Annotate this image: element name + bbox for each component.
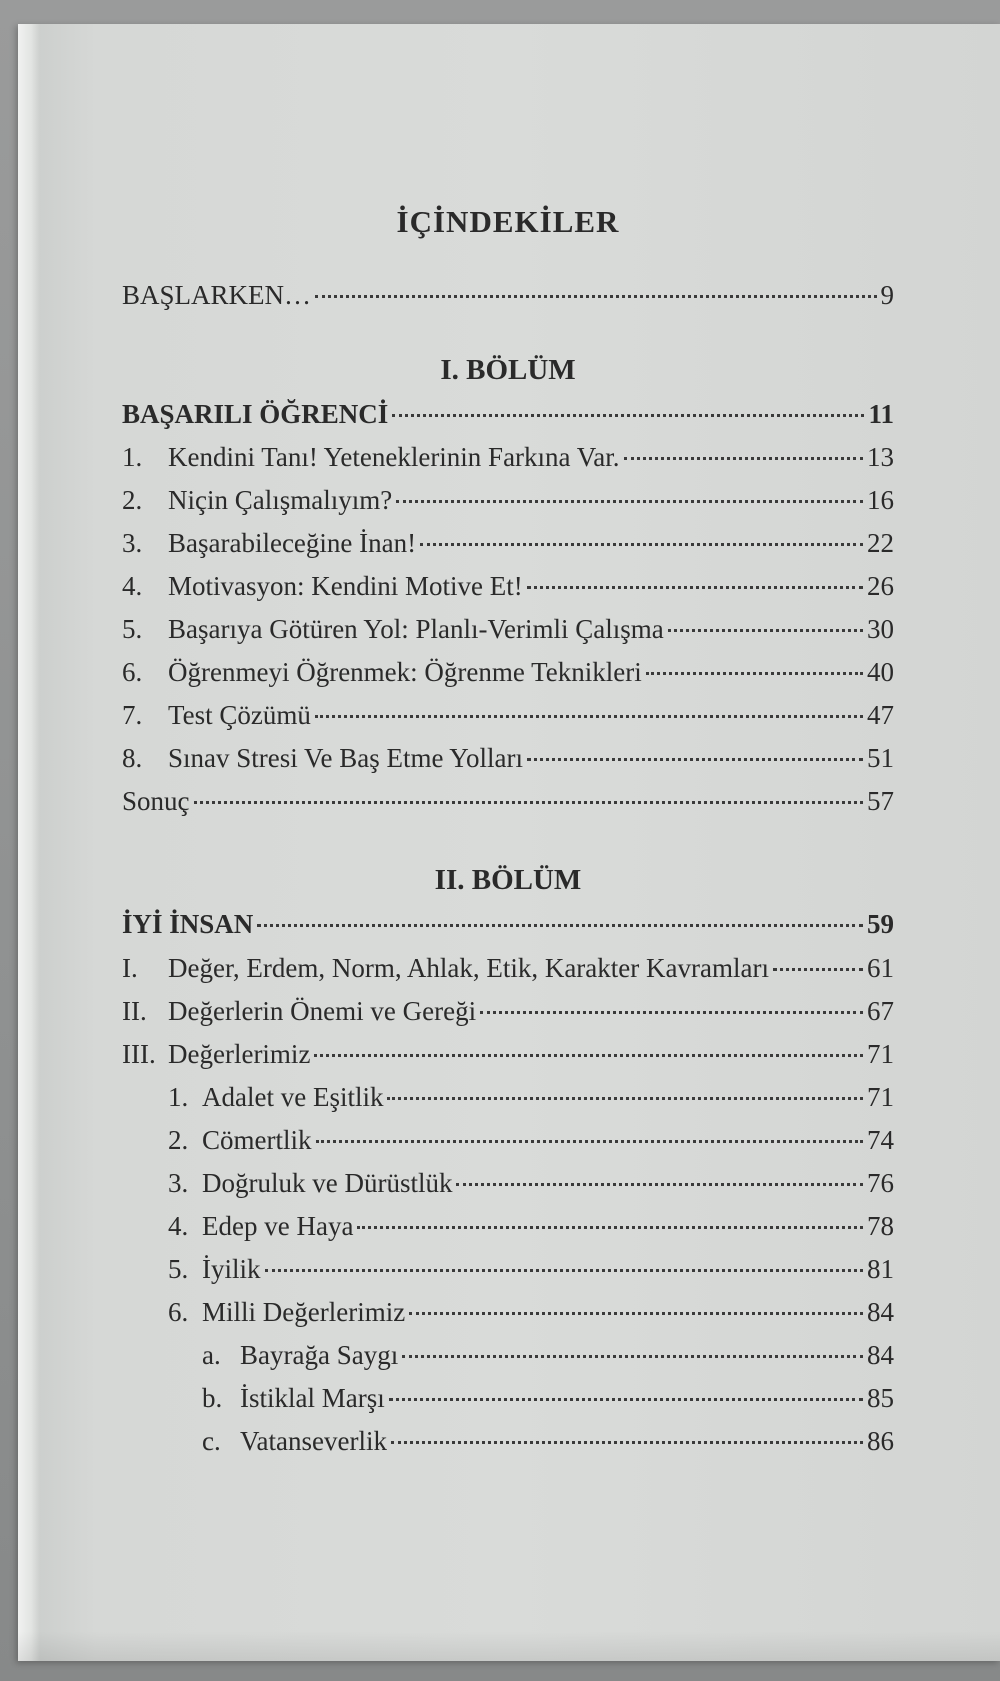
book-page [18, 24, 1000, 1661]
toc-subentry [168, 1297, 894, 1331]
toc-entry [122, 571, 894, 605]
dot-leader [392, 414, 864, 417]
dot-leader [387, 1097, 863, 1100]
entry-number: 2. [168, 1125, 189, 1155]
toc-title: İÇİNDEKİLER [396, 204, 620, 239]
dot-leader [668, 629, 863, 632]
entry-label: Niçin Çalışmalıyım? [168, 485, 393, 515]
toc-entry [122, 743, 894, 777]
entry-label: İYİ İNSAN [122, 909, 254, 939]
entry-number: 3. [168, 1168, 189, 1198]
page-number: 30 [867, 614, 894, 644]
entry-label: Değer, Erdem, Norm, Ahlak, Etik, Karakter Kavramları [168, 953, 769, 983]
page-number: 16 [867, 485, 894, 515]
section-heading-part1: I. BÖLÜM [440, 354, 576, 386]
entry-label: Kendini Tanı! Yeteneklerinin Farkına Var. [168, 442, 620, 472]
entry-label: Edep ve Haya [202, 1211, 354, 1241]
dot-leader [314, 1054, 863, 1057]
entry-number: c. [202, 1426, 221, 1456]
entry-number: 5. [122, 614, 143, 644]
entry-label: BAŞLARKEN… [122, 280, 312, 310]
dot-leader [773, 968, 863, 971]
entry-label: Başarabileceğine İnan! [168, 528, 417, 558]
toc-entry [122, 442, 894, 476]
toc-subentry [168, 1254, 894, 1288]
entry-number: 6. [168, 1297, 189, 1327]
dot-leader [420, 543, 863, 546]
dot-leader [456, 1183, 863, 1186]
toc-subentry [168, 1168, 894, 1202]
page-number: 71 [867, 1039, 894, 1069]
page-number: 85 [867, 1383, 894, 1413]
page-number: 71 [867, 1082, 894, 1112]
entry-label: Test Çözümü [168, 700, 311, 730]
dot-leader [257, 924, 863, 927]
page-number: 84 [867, 1297, 894, 1327]
toc-entry-intro [122, 280, 894, 314]
entry-number: 1. [122, 442, 143, 472]
toc-subentry [168, 1125, 894, 1159]
page-number: 26 [867, 571, 894, 601]
toc-chapter-successful-student [122, 399, 894, 433]
entry-label: Adalet ve Eşitlik [202, 1082, 384, 1112]
entry-label: Başarıya Götüren Yol: Planlı-Verimli Çalışma [168, 614, 664, 644]
entry-number: 1. [168, 1082, 189, 1112]
page-bottom-shadow [18, 1631, 1000, 1661]
dot-leader [265, 1269, 864, 1272]
dot-leader [391, 1441, 863, 1444]
page-number: 57 [867, 786, 894, 816]
page-number: 78 [867, 1211, 894, 1241]
entry-label: İyilik [202, 1254, 261, 1284]
dot-leader [527, 586, 863, 589]
page-number: 40 [867, 657, 894, 687]
dot-leader [357, 1226, 863, 1229]
page-number: 13 [867, 442, 894, 472]
toc-entry-conclusion [122, 786, 894, 820]
entry-number: a. [202, 1340, 221, 1370]
entry-number: 4. [168, 1211, 189, 1241]
entry-label: Sınav Stresi Ve Baş Etme Yolları [168, 743, 524, 773]
entry-number: 5. [168, 1254, 189, 1284]
entry-number: 6. [122, 657, 143, 687]
page-number: 81 [867, 1254, 894, 1284]
dot-leader [396, 500, 863, 503]
entry-label: BAŞARILI ÖĞRENCİ [122, 399, 389, 429]
dot-leader [402, 1355, 863, 1358]
entry-number: III. [122, 1039, 156, 1069]
page-number: 22 [867, 528, 894, 558]
entry-label: Bayrağa Saygı [240, 1340, 399, 1370]
page-number: 47 [867, 700, 894, 730]
entry-label: Sonuç [122, 786, 190, 816]
dot-leader [315, 715, 863, 718]
entry-label: Değerlerin Önemi ve Gereği [168, 996, 477, 1026]
page-number: 51 [867, 743, 894, 773]
toc-chapter-good-person [122, 909, 894, 943]
page-number: 67 [867, 996, 894, 1026]
dot-leader [624, 457, 863, 460]
toc-entry [122, 485, 894, 519]
dot-leader [527, 758, 863, 761]
entry-label: Öğrenmeyi Öğrenmek: Öğrenme Teknikleri [168, 657, 642, 687]
page-number: 76 [867, 1168, 894, 1198]
entry-label: Değerlerimiz [168, 1039, 311, 1069]
dot-leader [316, 1140, 864, 1143]
section-heading-part2: II. BÖLÜM [434, 864, 582, 896]
entry-number: II. [122, 996, 147, 1026]
entry-label: Milli Değerlerimiz [202, 1297, 406, 1327]
entry-label: Cömertlik [202, 1125, 312, 1155]
entry-number: I. [122, 953, 138, 983]
entry-number: 4. [122, 571, 143, 601]
entry-number: 8. [122, 743, 143, 773]
page-edge [18, 24, 40, 1661]
dot-leader [389, 1398, 863, 1401]
page-number: 61 [867, 953, 894, 983]
entry-number: b. [202, 1383, 223, 1413]
toc-entry [122, 996, 894, 1030]
entry-number: 7. [122, 700, 143, 730]
toc-entry [122, 1039, 894, 1073]
entry-number: 2. [122, 485, 143, 515]
dot-leader [315, 295, 876, 298]
toc-entry [122, 953, 894, 987]
dot-leader [409, 1312, 863, 1315]
page-number: 86 [867, 1426, 894, 1456]
toc-entry [122, 657, 894, 691]
dot-leader [480, 1011, 863, 1014]
page-number: 11 [868, 399, 894, 429]
entry-label: Vatanseverlik [240, 1426, 387, 1456]
toc-entry [122, 528, 894, 562]
entry-label: Doğruluk ve Dürüstlük [202, 1168, 453, 1198]
toc-subsubentry [202, 1340, 894, 1374]
toc-subsubentry [202, 1426, 894, 1460]
toc-entry [122, 700, 894, 734]
page-number: 9 [880, 280, 894, 310]
page-number: 84 [867, 1340, 894, 1370]
toc-subsubentry [202, 1383, 894, 1417]
dot-leader [194, 801, 864, 804]
entry-label: Motivasyon: Kendini Motive Et! [168, 571, 523, 601]
dot-leader [646, 672, 863, 675]
entry-label: İstiklal Marşı [240, 1383, 385, 1413]
page-number: 59 [867, 909, 894, 939]
entry-number: 3. [122, 528, 143, 558]
page-number: 74 [867, 1125, 894, 1155]
toc-subentry [168, 1211, 894, 1245]
toc-subentry [168, 1082, 894, 1116]
toc-entry [122, 614, 894, 648]
